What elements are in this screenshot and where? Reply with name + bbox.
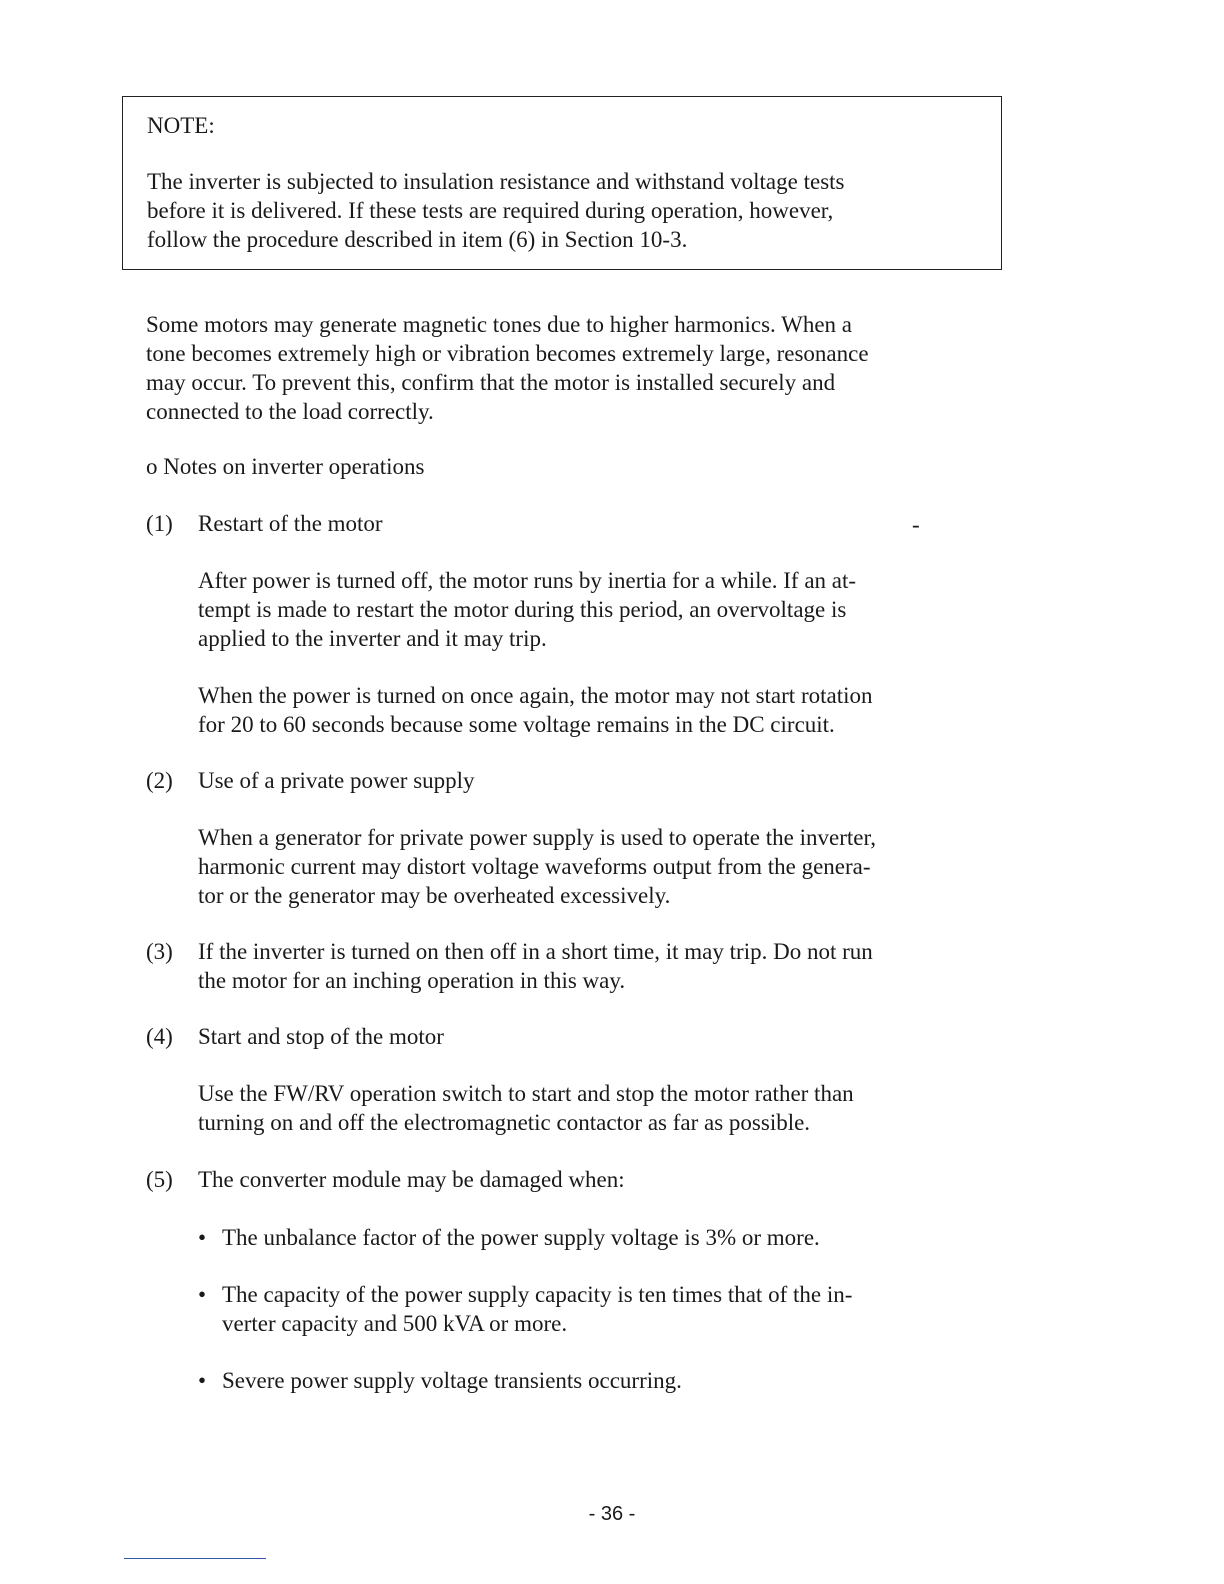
bullet-item — [198, 1280, 998, 1338]
item-title: Use of a private power supply — [198, 768, 475, 793]
bullet-line: Severe power supply voltage transients occurring. — [222, 1368, 682, 1393]
paragraph-line: Use the FW/RV operation switch to start and stop the motor rather than — [198, 1081, 854, 1106]
item-title: Restart of the motor — [198, 511, 383, 536]
bullet-icon: • — [198, 1368, 207, 1393]
intro-line: tone becomes extremely high or vibration becomes extremely large, resonance — [146, 341, 869, 366]
note-line: before it is delivered. If these tests are required during operation, however, — [147, 198, 834, 223]
item-title: Start and stop of the motor — [198, 1024, 444, 1049]
page-number: - 36 - — [588, 1503, 636, 1525]
note-line: The inverter is subjected to insulation resistance and withstand voltage tests — [147, 169, 845, 194]
paragraph-line: the motor for an inching operation in this way. — [198, 968, 626, 993]
paragraph-line: turning on and off the electromagnetic contactor as far as possible. — [198, 1110, 811, 1135]
bullet-icon: • — [198, 1282, 207, 1307]
paragraph-line: tempt is made to restart the motor during this period, an overvoltage is — [198, 597, 847, 622]
intro-line: Some motors may generate magnetic tones due to higher harmonics. When a — [146, 312, 852, 337]
note-body — [147, 167, 992, 254]
intro-line: connected to the load correctly. — [146, 399, 434, 424]
bullet-line: The unbalance factor of the power supply voltage is 3% or more. — [222, 1225, 820, 1250]
paragraph-line: harmonic current may distort voltage waveforms output from the genera- — [198, 854, 871, 879]
paragraph-line: After power is turned off, the motor runs by inertia for a while. If an at- — [198, 568, 857, 593]
paragraph-line: When the power is turned on once again, the motor may not start rotation — [198, 683, 873, 708]
intro-paragraph — [146, 310, 1016, 426]
bullet-item — [198, 1223, 998, 1252]
note-line: follow the procedure described in item (6) in Section 10-3. — [147, 227, 688, 252]
item-paragraph — [198, 1079, 1020, 1137]
bullet-icon: • — [198, 1225, 207, 1250]
item-paragraph — [198, 681, 1020, 739]
item-paragraph — [198, 937, 1020, 995]
item-number: (4) — [146, 1024, 173, 1049]
item-number: (1) — [146, 511, 173, 536]
paragraph-line: When a generator for private power supply is used to operate the inverter, — [198, 825, 876, 850]
bullet-item — [198, 1366, 998, 1395]
paragraph-line: for 20 to 60 seconds because some voltage remains in the DC circuit. — [198, 712, 835, 737]
paragraph-line: tor or the generator may be overheated excessively. — [198, 883, 671, 908]
item-number: (2) — [146, 768, 173, 793]
item-title: The converter module may be damaged when: — [198, 1167, 625, 1192]
bullet-line: verter capacity and 500 kVA or more. — [222, 1311, 568, 1336]
item-number: (3) — [146, 939, 173, 964]
footer-rule — [124, 1558, 266, 1559]
stray-dash-mark: - — [912, 512, 920, 537]
note-title: NOTE: — [147, 113, 215, 138]
item-number: (5) — [146, 1167, 173, 1192]
item-paragraph — [198, 823, 1020, 910]
intro-line: may occur. To prevent this, confirm that the motor is installed securely and — [146, 370, 836, 395]
note-box — [122, 96, 1002, 270]
bullet-line: The capacity of the power supply capacity is ten times that of the in- — [222, 1282, 853, 1307]
paragraph-line: applied to the inverter and it may trip. — [198, 626, 547, 651]
section-heading: o Notes on inverter operations — [146, 454, 425, 479]
paragraph-line: If the inverter is turned on then off in a short time, it may trip. Do not run — [198, 939, 873, 964]
item-paragraph — [198, 566, 1020, 653]
